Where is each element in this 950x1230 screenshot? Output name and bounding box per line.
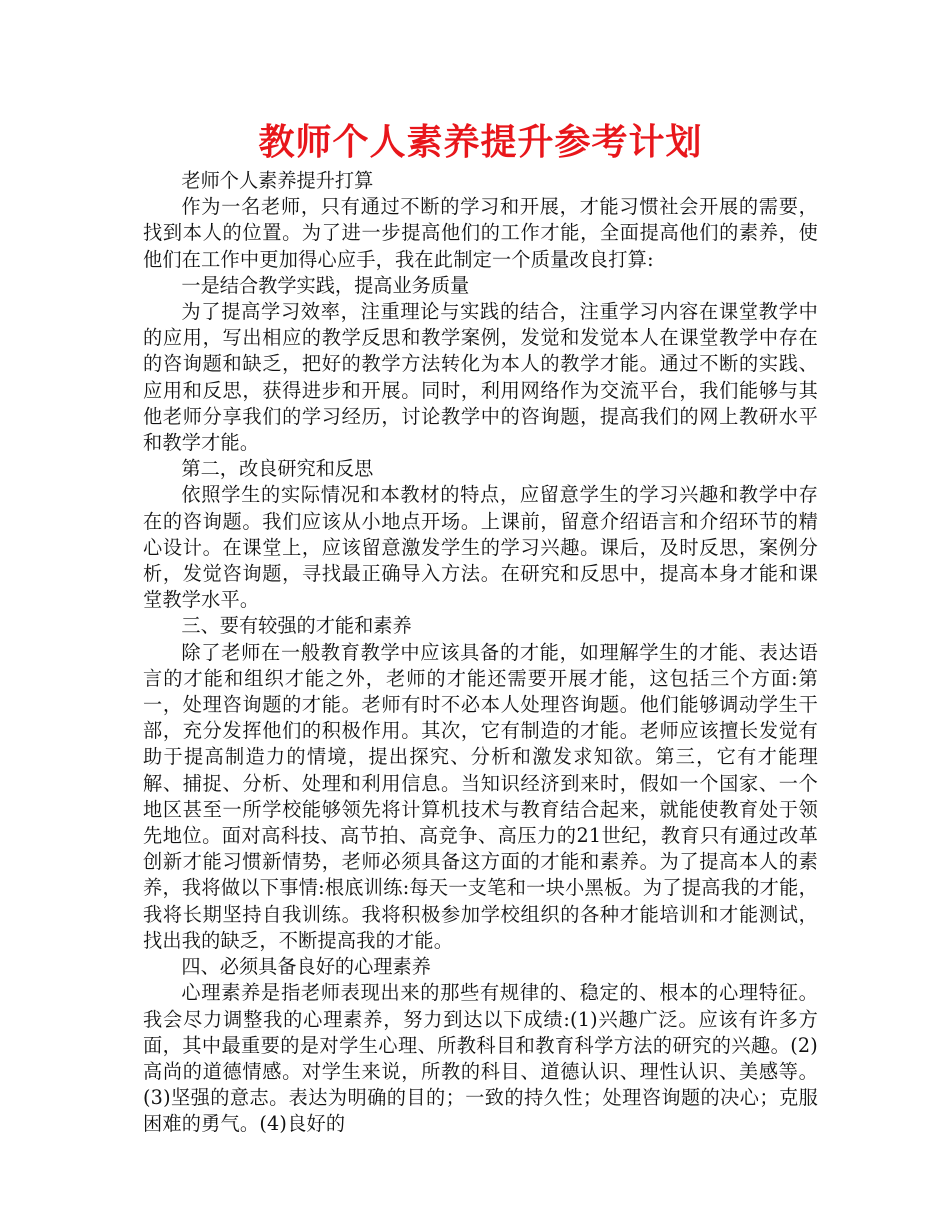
- section-heading-3: 三、要有较强的才能和素养: [181, 614, 412, 638]
- paragraph-1: 为了提高学习效率，注重理论与实践的结合，注重学习内容在课堂教学中的应用，写出相应的教学反思和教学案例，发觉和发觉本人在课堂教学中存在的咨询题和缺乏，把好的教学方法转化为本人的教学才能。通过不断的实践、应用和反思，获得进步和开展。同时，利用网络作为交流平台，我们能够与其他老师分享我们的学习经历，讨论教学中的咨询题，提高我们的网上教研水平和教学才能。: [143, 300, 818, 455]
- section-heading-2: 第二，改良研究和反思: [181, 457, 374, 481]
- section-heading-plan: 老师个人素养提升打算: [181, 169, 374, 192]
- paragraph-2: 依照学生的实际情况和本教材的特点，应留意学生的学习兴趣和教学中存在的咨询题。我们应该从小地点开场。上课前，留意介绍语言和介绍环节的精心设计。在课堂上，应该留意激发学生的学习兴趣。课后，及时反思，案例分析，发觉咨询题，寻找最正确导入方法。在研究和反思中，提高本身才能和课堂教学水平。: [143, 483, 818, 612]
- section-heading-1: 一是结合教学实践，提高业务质量: [181, 273, 470, 297]
- section-heading-4: 四、必须具备良好的心理素养: [181, 955, 431, 979]
- paragraph-4: 心理素养是指老师表现出来的那些有规律的、稳定的、根本的心理特征。我会尽力调整我的心理素养，努力到达以下成绩:(1)兴趣广泛。应该有许多方面，其中最重要的是对学生心理、所教科目和教育科学方法的研究的兴趣。(2)高尚的道德情感。对学生来说，所教的科目、道德认识、理性认识、美感等。(3)坚强的意志。表达为明确的目的；一致的持久性；处理咨询题的决心；克服困难的勇气。(4)良好的: [143, 981, 818, 1136]
- paragraph-intro: 作为一名老师，只有通过不断的学习和开展，才能习惯社会开展的需要，找到本人的位置。为了进一步提高他们的工作才能，全面提高他们的素养，使他们在工作中更加得心应手，我在此制定一个质量改良打算:: [143, 195, 818, 271]
- paragraph-3: 除了老师在一般教育教学中应该具备的才能，如理解学生的才能、表达语言的才能和组织才能之外，老师的才能还需要开展才能，这包括三个方面:第一，处理咨询题的才能。老师有时不必本人处理咨询题。他们能够调动学生干部，充分发挥他们的积极作用。其次，它有制造的才能。老师应该擅长发觉有助于提高制造力的情境，提出探究、分析和激发求知欲。第三，它有才能理解、捕捉、分析、处理和利用信息。当知识经济到来时，假如一个国家、一个地区甚至一所学校能够领先将计算机技术与教育结合起来，就能使教育处于领先地位。面对高科技、高节拍、高竞争、高压力的21世纪，教育只有通过改革创新才能习惯新情势，老师必须具备这方面的才能和素养。为了提高本人的素养，我将做以下事情:根底训练:每天一支笔和一块小黑板。为了提高我的才能，我将长期坚持自我训练。我将积极参加学校组织的各种才能培训和才能测试，找出我的缺乏，不断提高我的才能。: [143, 640, 818, 952]
- document-title: 教师个人素养提升参考计划: [258, 122, 703, 163]
